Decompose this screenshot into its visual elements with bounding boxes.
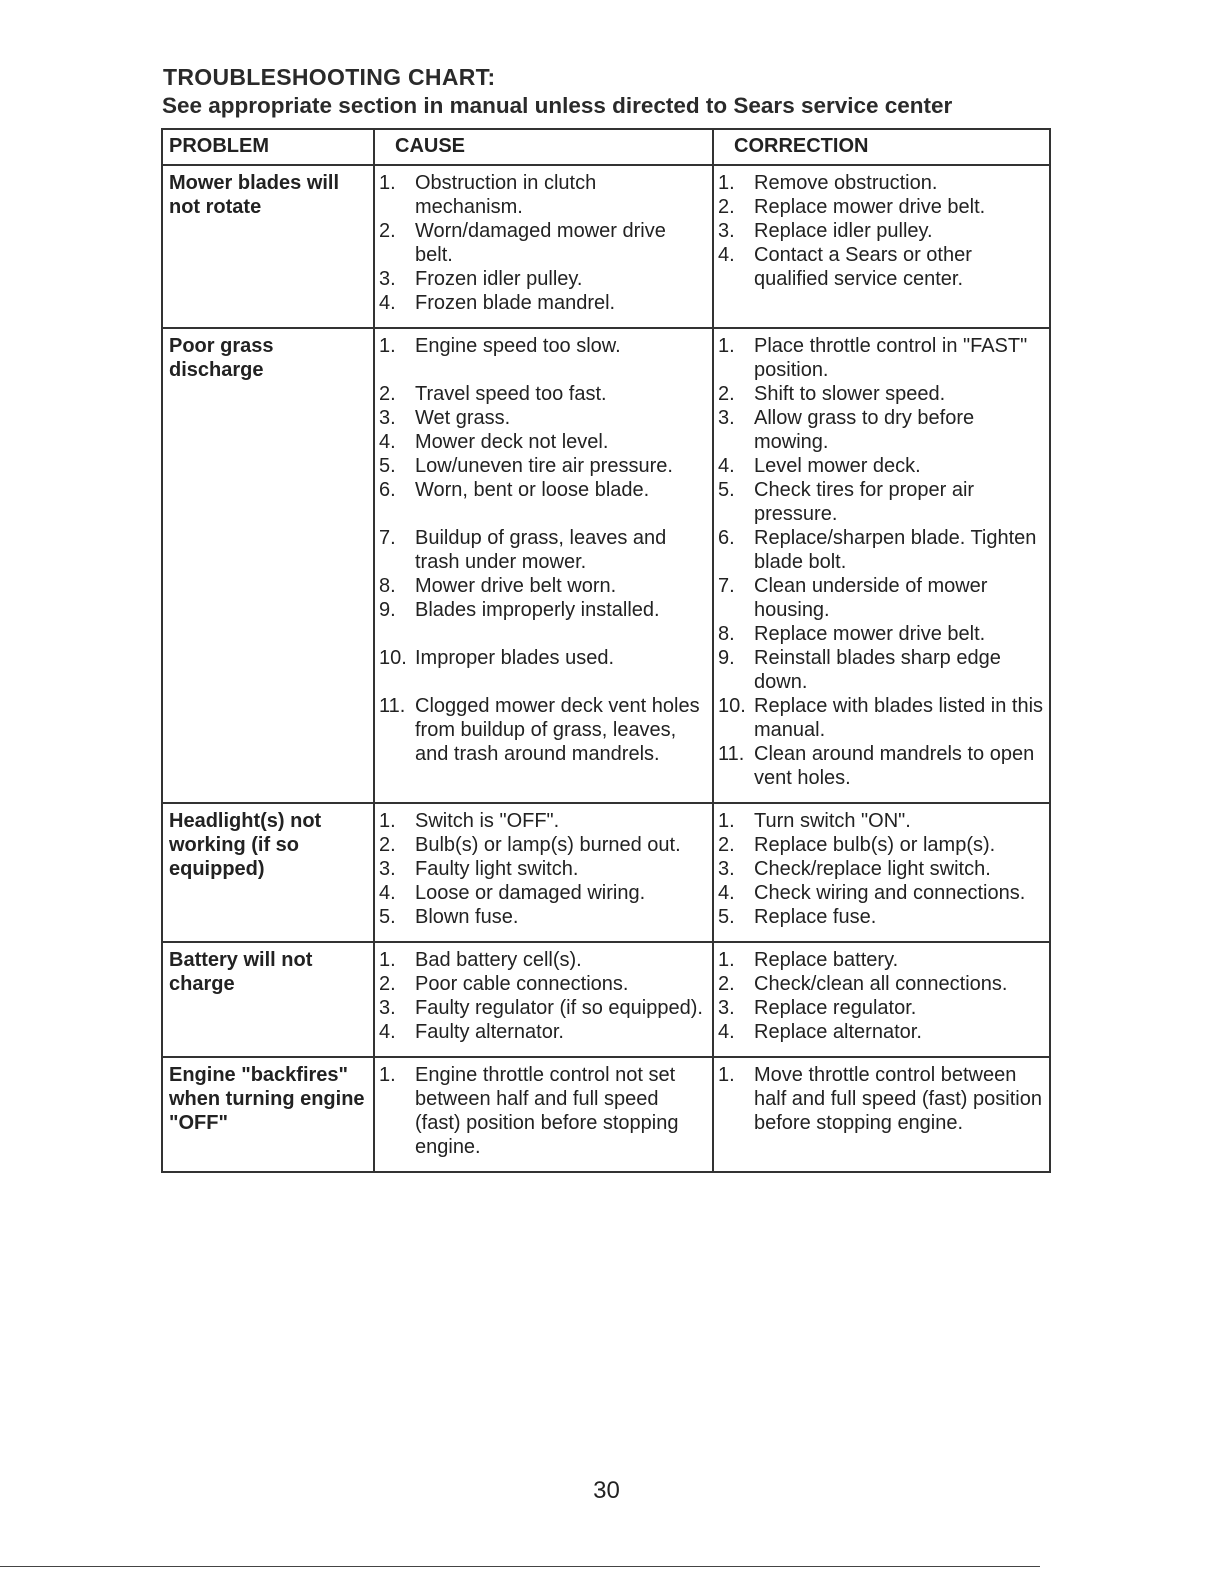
cause-item — [379, 478, 708, 502]
problem-cell — [162, 165, 374, 328]
item-text: Bulb(s) or lamp(s) burned out. — [415, 834, 681, 856]
item-text: Replace mower drive belt. — [754, 623, 986, 645]
item-text: Blown fuse. — [415, 906, 519, 928]
item-number: 10. — [379, 647, 407, 669]
cause-item — [379, 905, 708, 929]
item-number: 5. — [718, 906, 735, 928]
item-number: 11. — [718, 743, 745, 765]
correction-cell — [713, 328, 1050, 803]
item-text: Mower drive belt worn. — [415, 575, 617, 597]
item-number: 3. — [379, 268, 396, 290]
item-number: 2. — [718, 383, 735, 405]
item-number: 1. — [379, 335, 396, 357]
correction-item — [718, 694, 1045, 742]
item-text: Replace idler pulley. — [754, 220, 933, 242]
item-number: 7. — [718, 575, 735, 597]
item-text: Engine speed too slow. — [415, 335, 621, 357]
item-text: Worn, bent or loose blade. — [415, 479, 650, 501]
item-number: 11. — [379, 695, 406, 717]
correction-item — [718, 905, 1045, 929]
table-row — [162, 328, 1050, 803]
cause-item — [379, 1063, 708, 1159]
cause-item — [379, 833, 708, 857]
cause-item — [379, 972, 708, 996]
item-number: 4. — [718, 455, 735, 477]
cause-cell — [374, 803, 713, 942]
correction-cell — [713, 1057, 1050, 1172]
item-text: Replace bulb(s) or lamp(s). — [754, 834, 996, 856]
item-number: 9. — [379, 599, 396, 621]
correction-list — [718, 809, 1045, 929]
item-text: Check wiring and connections. — [754, 882, 1026, 904]
item-text: Level mower deck. — [754, 455, 921, 477]
cause-list — [379, 948, 708, 1044]
item-number: 9. — [718, 647, 735, 669]
item-number: 6. — [379, 479, 396, 501]
item-text: Remove obstruction. — [754, 172, 938, 194]
item-number: 1. — [718, 172, 735, 194]
cause-item — [379, 574, 708, 598]
item-number: 2. — [718, 973, 735, 995]
item-text: Frozen blade mandrel. — [415, 292, 616, 314]
item-text: Replace alternator. — [754, 1021, 922, 1043]
item-number: 1. — [379, 810, 396, 832]
cause-item — [379, 646, 708, 670]
correction-list — [718, 948, 1045, 1044]
bottom-rule — [0, 1566, 1040, 1567]
item-number: 2. — [718, 834, 735, 856]
item-text: Faulty regulator (if so equipped). — [415, 997, 703, 1019]
item-text: Replace/sharpen blade. Tighten blade bolt. — [754, 527, 1037, 573]
item-number: 7. — [379, 527, 396, 549]
correction-item — [718, 1020, 1045, 1044]
item-number: 3. — [379, 858, 396, 880]
correction-item — [718, 243, 1045, 291]
cause-cell — [374, 942, 713, 1057]
item-text: Replace with blades listed in this manual. — [754, 695, 1044, 741]
cause-item — [379, 382, 708, 406]
item-text: Allow grass to dry before mowing. — [754, 407, 975, 453]
correction-item — [718, 857, 1045, 881]
correction-item — [718, 809, 1045, 833]
correction-item — [718, 171, 1045, 195]
item-number: 4. — [379, 431, 396, 453]
cause-item — [379, 267, 708, 291]
correction-item — [718, 478, 1045, 526]
cause-item — [379, 171, 708, 219]
cause-list — [379, 334, 708, 766]
correction-cell — [713, 942, 1050, 1057]
cause-item — [379, 996, 708, 1020]
item-number: 1. — [379, 172, 396, 194]
table-header-row — [162, 129, 1050, 165]
item-number: 1. — [718, 1064, 735, 1086]
item-text: Poor cable connections. — [415, 973, 629, 995]
item-number: 8. — [379, 575, 396, 597]
item-text: Improper blades used. — [415, 647, 615, 669]
item-text: Engine throttle control not set between half and full speed (fast) position before stopping engine. — [415, 1064, 679, 1158]
problem-text: Engine "backfires" when turning engine "OFF" — [169, 1064, 365, 1134]
cause-item — [379, 694, 708, 766]
problem-text: Poor grass discharge — [169, 335, 274, 381]
item-number: 2. — [379, 834, 396, 856]
item-text: Travel speed too fast. — [415, 383, 607, 405]
item-number: 5. — [379, 455, 396, 477]
item-number: 8. — [718, 623, 735, 645]
cause-item — [379, 809, 708, 833]
header-problem: PROBLEM — [162, 129, 374, 165]
item-text: Low/uneven tire air pressure. — [415, 455, 673, 477]
item-text: Replace battery. — [754, 949, 899, 971]
item-number: 4. — [379, 1021, 396, 1043]
table-row — [162, 803, 1050, 942]
cause-item — [379, 291, 708, 315]
item-text: Blades improperly installed. — [415, 599, 660, 621]
cause-item — [379, 219, 708, 267]
correction-item — [718, 881, 1045, 905]
item-text: Check tires for proper air pressure. — [754, 479, 975, 525]
correction-item — [718, 406, 1045, 454]
correction-item — [718, 622, 1045, 646]
item-number: 5. — [718, 479, 735, 501]
cause-item — [379, 526, 708, 574]
item-number: 2. — [718, 196, 735, 218]
item-number: 3. — [718, 997, 735, 1019]
item-text: Turn switch "ON". — [754, 810, 911, 832]
table-body — [162, 165, 1050, 1172]
item-text: Wet grass. — [415, 407, 511, 429]
correction-item — [718, 742, 1045, 790]
item-text: Loose or damaged wiring. — [415, 882, 646, 904]
item-text: Clean underside of mower housing. — [754, 575, 988, 621]
item-number: 2. — [379, 383, 396, 405]
item-text: Check/clean all connections. — [754, 973, 1008, 995]
item-number: 3. — [718, 220, 735, 242]
correction-item — [718, 526, 1045, 574]
item-text: Place throttle control in "FAST" position. — [754, 335, 1028, 381]
item-number: 6. — [718, 527, 735, 549]
cause-item — [379, 857, 708, 881]
item-text: Buildup of grass, leaves and trash under mower. — [415, 527, 667, 573]
item-number: 4. — [718, 882, 735, 904]
chart-subtitle: See appropriate section in manual unless directed to Sears service center — [162, 93, 953, 118]
cause-item — [379, 598, 708, 622]
correction-item — [718, 996, 1045, 1020]
item-number: 3. — [379, 407, 396, 429]
item-number: 1. — [718, 949, 735, 971]
item-text: Shift to slower speed. — [754, 383, 946, 405]
cause-item — [379, 881, 708, 905]
cause-item — [379, 948, 708, 972]
item-number: 5. — [379, 906, 396, 928]
item-text: Switch is "OFF". — [415, 810, 560, 832]
cause-cell — [374, 328, 713, 803]
item-text: Mower deck not level. — [415, 431, 609, 453]
item-number: 3. — [718, 407, 735, 429]
correction-item — [718, 972, 1045, 996]
correction-list — [718, 1063, 1045, 1135]
item-number: 4. — [718, 244, 735, 266]
item-text: Move throttle control between half and full speed (fast) position before stopping engine. — [754, 1064, 1042, 1134]
page-number: 30 — [593, 1477, 620, 1504]
correction-item — [718, 833, 1045, 857]
item-text: Frozen idler pulley. — [415, 268, 583, 290]
item-number: 4. — [718, 1021, 735, 1043]
item-number: 10. — [718, 695, 746, 717]
item-text: Check/replace light switch. — [754, 858, 991, 880]
item-text: Faulty light switch. — [415, 858, 579, 880]
item-number: 1. — [379, 949, 396, 971]
problem-text: Battery will not charge — [169, 949, 313, 995]
table-row — [162, 942, 1050, 1057]
correction-item — [718, 334, 1045, 382]
item-number: 1. — [718, 335, 735, 357]
item-number: 4. — [379, 882, 396, 904]
cause-item — [379, 430, 708, 454]
item-text: Clean around mandrels to open vent holes. — [754, 743, 1035, 789]
item-text: Replace regulator. — [754, 997, 917, 1019]
correction-item — [718, 454, 1045, 478]
item-number: 1. — [379, 1064, 396, 1086]
header-cause: CAUSE — [374, 129, 713, 165]
correction-item — [718, 574, 1045, 622]
correction-item — [718, 382, 1045, 406]
cause-item — [379, 334, 708, 358]
correction-item — [718, 195, 1045, 219]
problem-cell — [162, 803, 374, 942]
correction-item — [718, 646, 1045, 694]
item-number: 3. — [718, 858, 735, 880]
item-text: Contact a Sears or other qualified service center. — [754, 244, 972, 290]
cause-item — [379, 406, 708, 430]
problem-cell — [162, 1057, 374, 1172]
correction-list — [718, 334, 1045, 790]
item-text: Obstruction in clutch mechanism. — [415, 172, 597, 218]
item-text: Reinstall blades sharp edge down. — [754, 647, 1001, 693]
item-text: Bad battery cell(s). — [415, 949, 582, 971]
cause-list — [379, 171, 708, 315]
item-number: 1. — [718, 810, 735, 832]
cause-list — [379, 809, 708, 929]
item-number: 3. — [379, 997, 396, 1019]
item-number: 2. — [379, 973, 396, 995]
item-text: Faulty alternator. — [415, 1021, 564, 1043]
correction-cell — [713, 803, 1050, 942]
item-text: Clogged mower deck vent holes from buildup of grass, leaves, and trash around mandrels. — [415, 695, 700, 765]
problem-cell — [162, 328, 374, 803]
correction-list — [718, 171, 1045, 291]
cause-item — [379, 1020, 708, 1044]
table-row — [162, 1057, 1050, 1172]
chart-title: TROUBLESHOOTING CHART: — [163, 64, 496, 90]
item-number: 4. — [379, 292, 396, 314]
problem-cell — [162, 942, 374, 1057]
item-number: 2. — [379, 220, 396, 242]
correction-item — [718, 1063, 1045, 1135]
correction-item — [718, 219, 1045, 243]
troubleshooting-table — [161, 128, 1051, 1173]
problem-text: Mower blades will not rotate — [169, 172, 340, 218]
correction-cell — [713, 165, 1050, 328]
cause-list — [379, 1063, 708, 1159]
cause-cell — [374, 165, 713, 328]
cause-cell — [374, 1057, 713, 1172]
item-text: Replace mower drive belt. — [754, 196, 986, 218]
correction-item — [718, 948, 1045, 972]
table-row — [162, 165, 1050, 328]
item-text: Replace fuse. — [754, 906, 877, 928]
header-correction: CORRECTION — [713, 129, 1050, 165]
cause-item — [379, 454, 708, 478]
item-text: Worn/damaged mower drive belt. — [415, 220, 666, 266]
problem-text: Headlight(s) not working (if so equipped) — [169, 810, 322, 880]
